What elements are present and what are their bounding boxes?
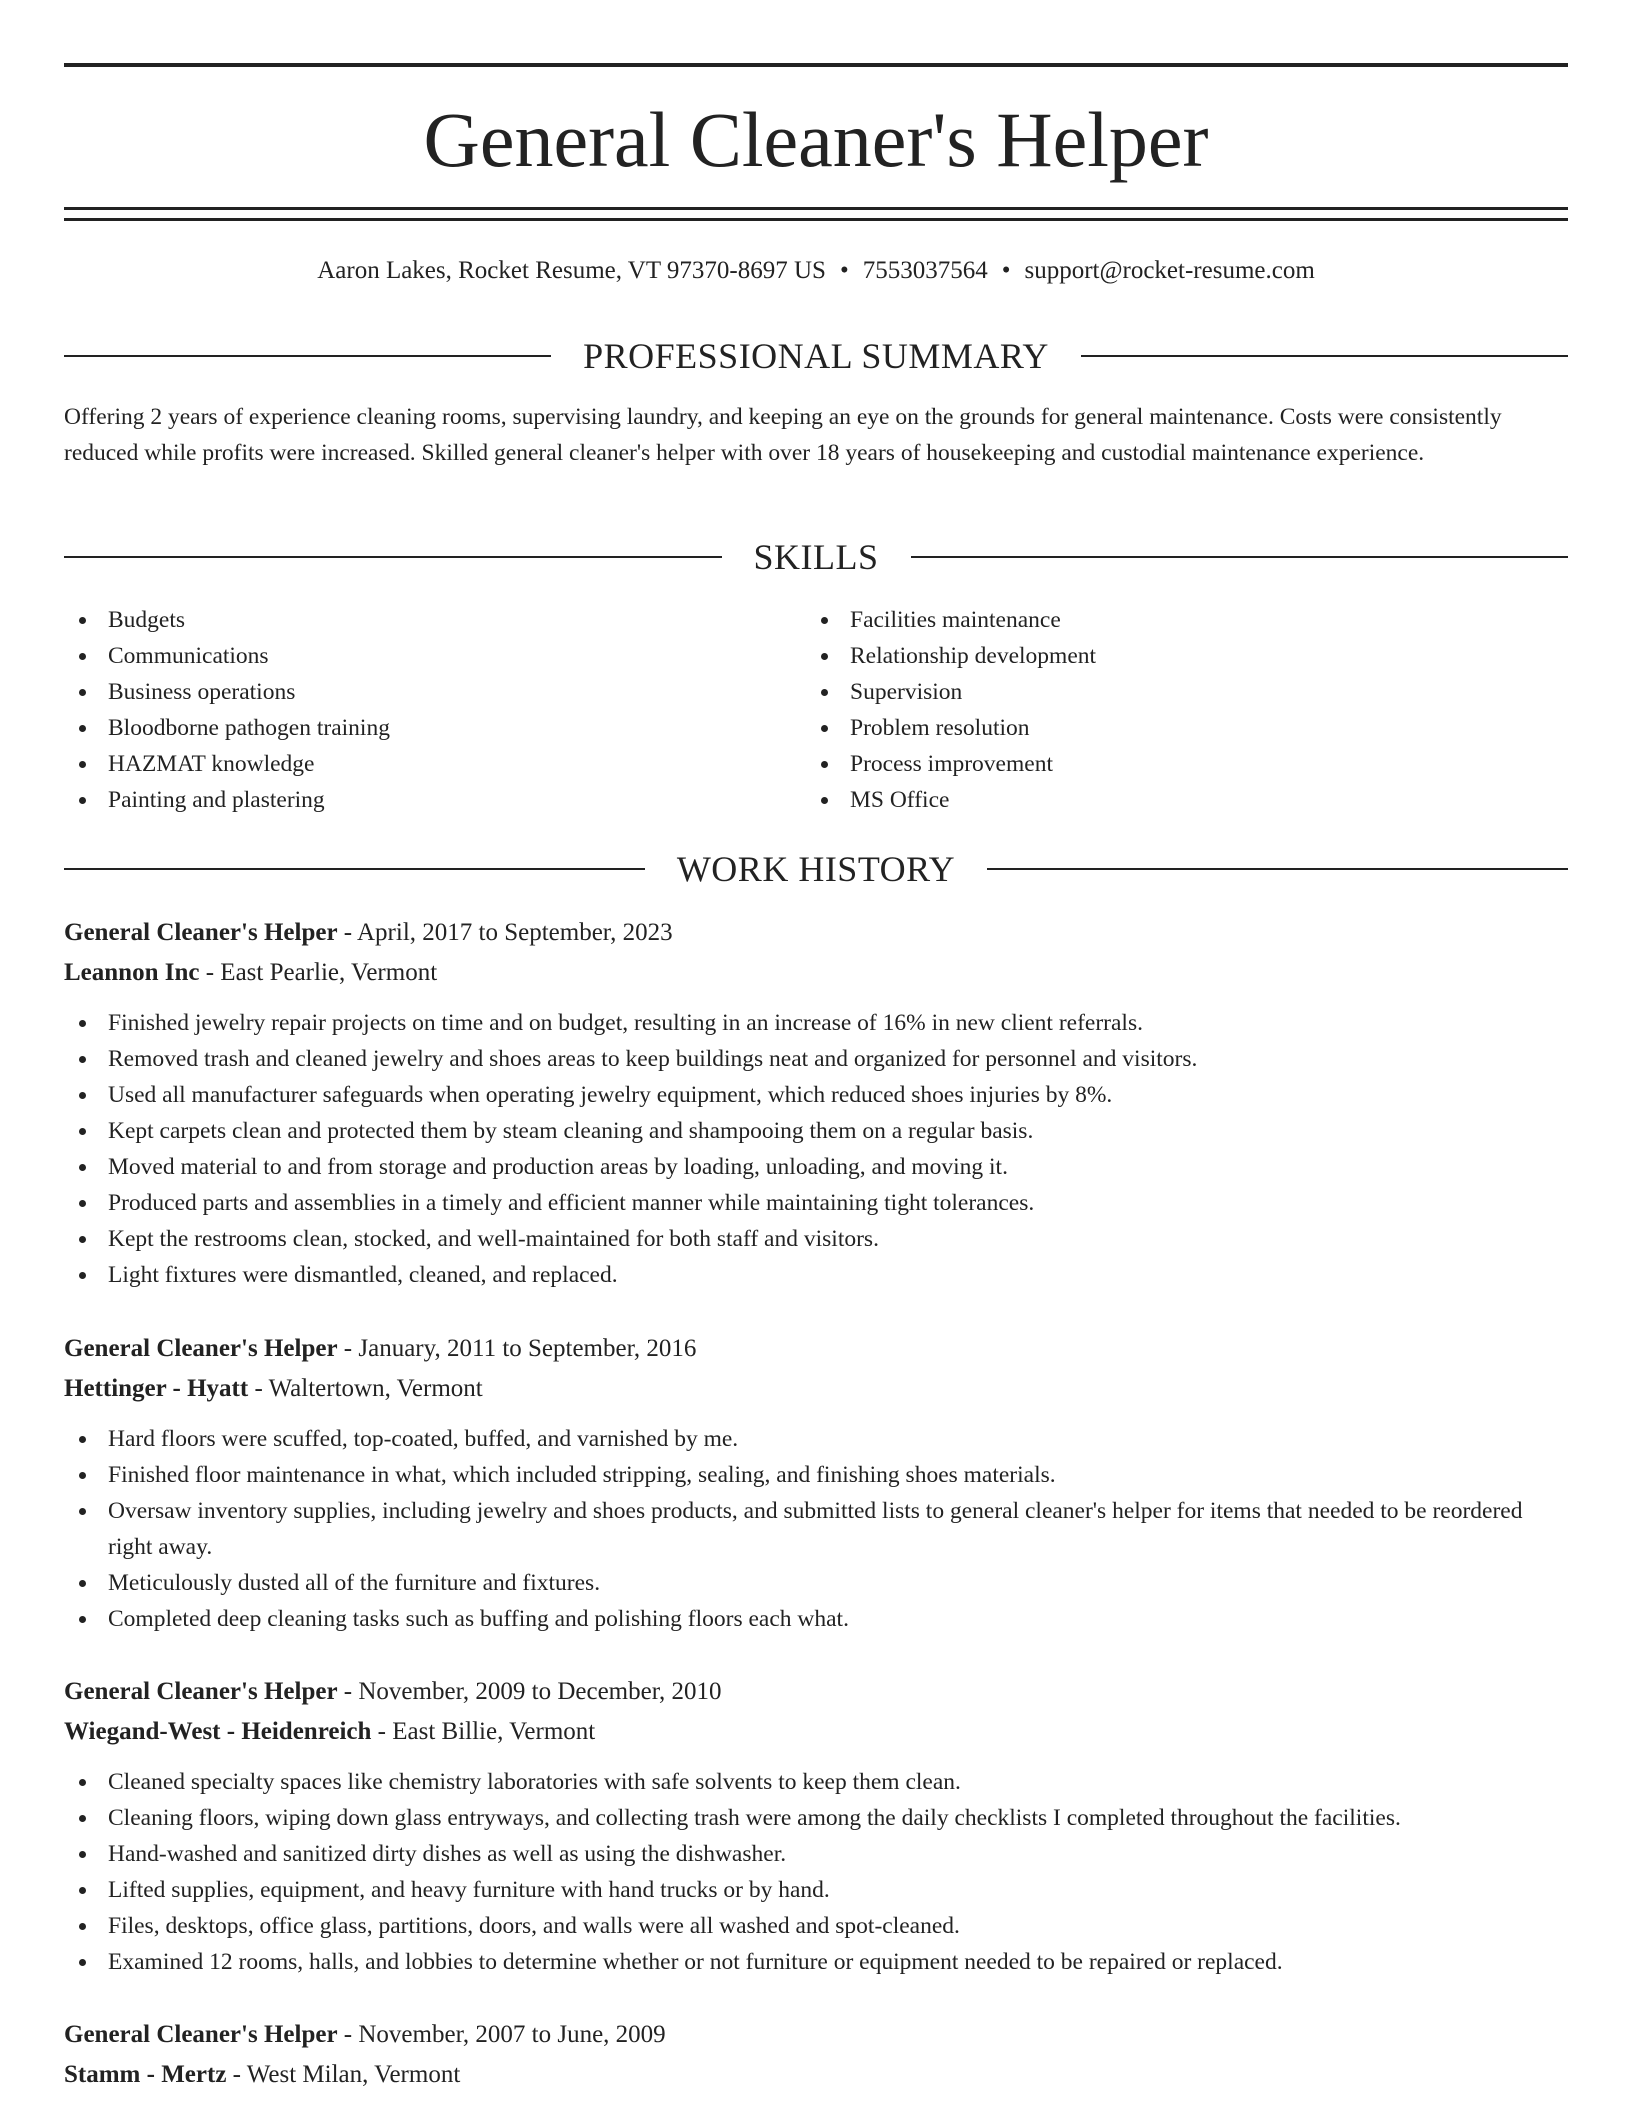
job-duties-list [64, 1005, 1568, 1293]
job-duty-item: Cleaned specialty spaces like chemistry laboratories with safe solvents to keep them clean. [64, 1764, 1544, 1800]
job-duty-item: Kept carpets clean and protected them by steam cleaning and shampooing them on a regular basis. [64, 1113, 1544, 1149]
skill-item: Facilities maintenance [806, 602, 1096, 638]
job-dates: - January, 2011 to September, 2016 [337, 1335, 697, 1362]
summary-section-heading [64, 334, 1568, 378]
job-company: Hettinger - Hyatt [64, 1375, 249, 1402]
job-dates: - November, 2007 to June, 2009 [337, 2021, 666, 2048]
contact-email: support@rocket-resume.com [1024, 257, 1315, 284]
job-company-line [64, 1712, 1568, 1752]
job-title: General Cleaner's Helper [64, 2021, 338, 2048]
job-title: General Cleaner's Helper [64, 919, 338, 946]
job-duty-item: Examined 12 rooms, halls, and lobbies to determine whether or not furniture or equipment needed to be repaired or replaced. [64, 1944, 1544, 1980]
job-title-line [64, 1329, 1568, 1369]
skill-item: Communications [64, 638, 390, 674]
summary-text: Offering 2 years of experience cleaning rooms, supervising laundry, and keeping an eye on the grounds for general maintenance. Costs were consistently reduced while profits were increased. Skilled general cleaner's helper with over 18 years of housekeeping and custodial maintenance experience. [64, 404, 1502, 466]
skill-item: Business operations [64, 674, 390, 710]
contact-separator: • [1001, 257, 1011, 284]
job-duty-item: Moved material to and from storage and production areas by loading, unloading, and moving it. [64, 1149, 1544, 1185]
job-dates: - April, 2017 to September, 2023 [337, 919, 673, 946]
skills-heading-label: SKILLS [753, 537, 879, 577]
job-duty-item: Hard floors were scuffed, top-coated, buffed, and varnished by me. [64, 1421, 1544, 1457]
skill-item: Process improvement [806, 746, 1096, 782]
top-divider [64, 63, 1568, 67]
skill-item: Bloodborne pathogen training [64, 710, 390, 746]
job-title-line [64, 913, 1568, 953]
skills-list-right [806, 602, 1096, 818]
skill-item: HAZMAT knowledge [64, 746, 390, 782]
skills-section-heading [64, 535, 1568, 579]
job-duty-item: Removed trash and cleaned jewelry and shoes areas to keep buildings neat and organized for personnel and visitors. [64, 1041, 1544, 1077]
job-company-line [64, 1369, 1568, 1409]
job-duty-item: Finished floor maintenance in what, which included stripping, sealing, and finishing shoes materials. [64, 1457, 1544, 1493]
heading-rule-left [64, 868, 645, 870]
job-title: General Cleaner's Helper [64, 1335, 338, 1362]
work-history-heading-label: WORK HISTORY [676, 849, 956, 889]
skill-item: Budgets [64, 602, 390, 638]
contact-line [64, 255, 1568, 287]
job-duty-item: Light fixtures were dismantled, cleaned, and replaced. [64, 1257, 1544, 1293]
skill-item: Supervision [806, 674, 1096, 710]
job-company: Wiegand-West - Heidenreich [64, 1718, 372, 1745]
summary-heading-label: PROFESSIONAL SUMMARY [583, 336, 1049, 376]
contact-separator: • [839, 257, 849, 284]
job-duty-item: Produced parts and assemblies in a timely and efficient manner while maintaining tight tolerances. [64, 1185, 1544, 1221]
job-dates: - November, 2009 to December, 2010 [337, 1678, 722, 1705]
heading-rule-right [1081, 355, 1568, 357]
job-title-line [64, 2015, 1568, 2055]
job-duty-item: Oversaw inventory supplies, including jewelry and shoes products, and submitted lists to general cleaner's helper for items that needed to be reordered right away. [64, 1493, 1544, 1565]
skill-item: Painting and plastering [64, 782, 390, 818]
job-duties-list [64, 1764, 1568, 1980]
page-title: General Cleaner's Helper [423, 96, 1209, 183]
work-history-section-heading [64, 847, 1568, 891]
skill-item: Relationship development [806, 638, 1096, 674]
job-duties-list [64, 1421, 1568, 1637]
heading-rule-left [64, 556, 722, 558]
job-entry [64, 1329, 1568, 1637]
job-duty-item: Meticulously dusted all of the furniture and fixtures. [64, 1565, 1544, 1601]
job-duty-item: Kept the restrooms clean, stocked, and well-maintained for both staff and visitors. [64, 1221, 1544, 1257]
heading-rule-right [987, 868, 1568, 870]
job-duty-item: Hand-washed and sanitized dirty dishes as well as using the dishwasher. [64, 1836, 1544, 1872]
job-company-line [64, 2055, 1568, 2095]
job-company-line [64, 953, 1568, 993]
job-duty-item: Finished jewelry repair projects on time and on budget, resulting in an increase of 16% in new client referrals. [64, 1005, 1544, 1041]
job-location: - West Milan, Vermont [226, 2061, 461, 2088]
job-location: - East Pearlie, Vermont [199, 959, 438, 986]
job-location: - East Billie, Vermont [371, 1718, 596, 1745]
skills-list-left [64, 602, 390, 818]
job-duty-item: Lifted supplies, equipment, and heavy furniture with hand trucks or by hand. [64, 1872, 1544, 1908]
job-duty-item: Completed deep cleaning tasks such as buffing and polishing floors each what. [64, 1601, 1544, 1637]
job-location: - Waltertown, Vermont [248, 1375, 483, 1402]
heading-rule-right [911, 556, 1569, 558]
contact-address: Aaron Lakes, Rocket Resume, VT 97370-8697 US [317, 257, 826, 284]
job-duty-item: Cleaning floors, wiping down glass entryways, and collecting trash were among the daily checklists I completed throughout the facilities. [64, 1800, 1544, 1836]
job-duty-item: Files, desktops, office glass, partitions, doors, and walls were all washed and spot-cleaned. [64, 1908, 1544, 1944]
job-company: Stamm - Mertz [64, 2061, 227, 2088]
skill-item: MS Office [806, 782, 1096, 818]
job-title-line [64, 1672, 1568, 1712]
job-duty-item: Used all manufacturer safeguards when operating jewelry equipment, which reduced shoes injuries by 8%. [64, 1077, 1544, 1113]
contact-phone: 7553037564 [862, 257, 988, 284]
skill-item: Problem resolution [806, 710, 1096, 746]
job-company: Leannon Inc [64, 959, 200, 986]
job-entry [64, 913, 1568, 1293]
job-entry [64, 2015, 1568, 2095]
job-title: General Cleaner's Helper [64, 1678, 338, 1705]
heading-rule-left [64, 355, 551, 357]
job-entry [64, 1672, 1568, 1980]
title-double-divider [64, 207, 1568, 221]
